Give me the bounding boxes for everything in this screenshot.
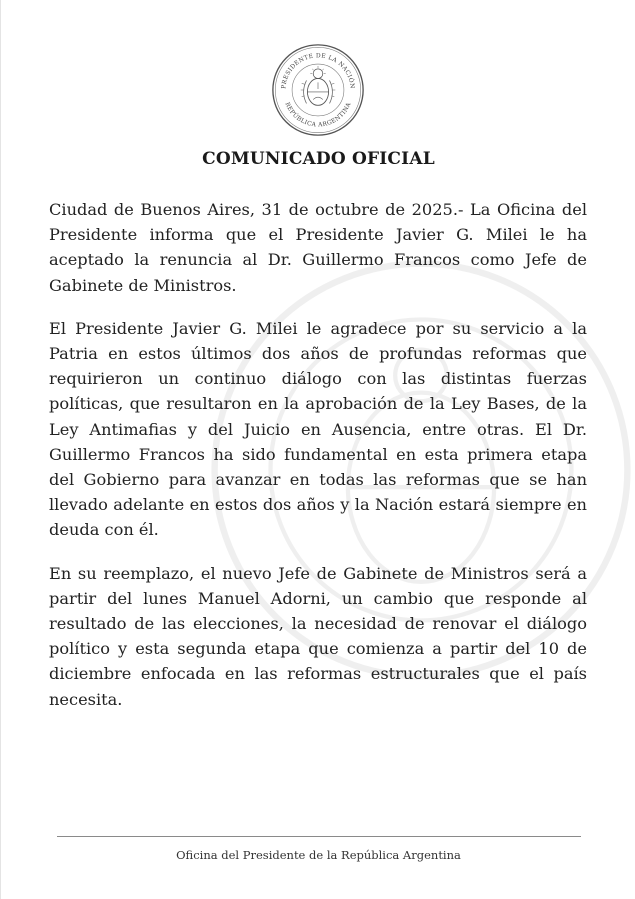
paragraph-1: Ciudad de Buenos Aires, 31 de octubre de 2025.- La Oficina del Presidente informa que el Presidente Javier G. Milei le ha aceptado la renuncia al Dr. Guillermo Francos como Jefe de Gabinete de Ministros. [49, 200, 587, 295]
document-title: COMUNICADO OFICIAL [202, 149, 435, 169]
footer-divider [57, 836, 581, 837]
footer-office: Oficina del Presidente de la República Argentina [176, 848, 461, 862]
paragraph-2: El Presidente Javier G. Milei le agradece por su servicio a la Patria en estos últimos dos años de profundas reformas que requirieron un continuo diálogo con las distintas fuerzas políticas, que resultaron en la aprobación de la Ley Bases, de la Ley Antimafias y del Juicio en Ausencia, entre otras. El Dr. Guillermo Francos ha sido fundamental en esta primera etapa del Gobierno para avanzar en todas las reformas que se han llevado adelante en estos dos años y la Nación estará siempre en deuda con él. [49, 318, 587, 540]
presidential-seal-icon [270, 42, 366, 138]
seal-top-text: PRESIDENTE DE LA NACIÓN [280, 52, 356, 90]
document-body [49, 197, 587, 730]
paragraph-3: En su reemplazo, el nuevo Jefe de Gabinete de Ministros será a partir del lunes Manuel Adorni, un cambio que responde al resultado de las elecciones, la necesidad de renovar el diálogo político y esta segunda etapa que comienza a partir del 10 de diciembre enfocada en las reformas estructurales que el país necesita. [49, 563, 587, 709]
seal-bottom-text: REPÚBLICA ARGENTINA [283, 101, 353, 129]
